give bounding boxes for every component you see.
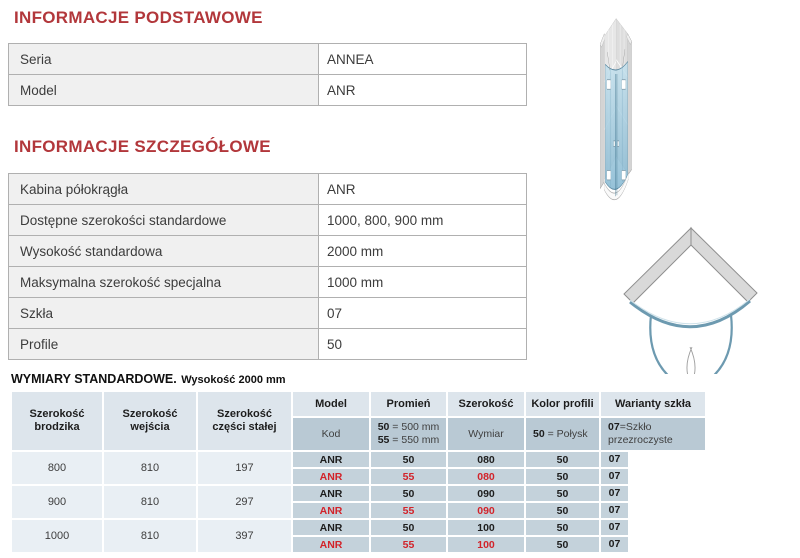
dim-promien-cell: 55 — [371, 469, 446, 484]
walls-plan — [624, 228, 757, 303]
shower-plan-drawing — [608, 222, 776, 374]
legend-code: 50 — [533, 427, 545, 440]
dim-left-value: 800 — [12, 452, 102, 484]
legend-line: 50 = 500 mm — [377, 421, 440, 433]
info-label: Model — [9, 75, 319, 106]
detailed-info-title: INFORMACJE SZCZEGÓŁOWE — [14, 137, 271, 156]
basic-info-title: INFORMACJE PODSTAWOWE — [14, 8, 263, 27]
legend-kolor: 50 = Połysk — [526, 418, 599, 450]
info-label: Seria — [9, 44, 319, 75]
dim-promien-cell: 50 — [371, 520, 446, 535]
info-value: ANNEA — [319, 44, 527, 75]
dim-szerokosc-cell: 100 — [448, 520, 524, 535]
dim-warianty-chip: 07 — [601, 520, 628, 535]
dim-data-row — [12, 486, 705, 501]
dim-warianty-cell — [601, 520, 705, 535]
dim-warianty-cell — [601, 469, 705, 484]
dim-warianty-cell — [601, 452, 705, 467]
dim-warianty-cell — [601, 486, 705, 501]
dim-model-cell: ANR — [293, 503, 369, 518]
dim-warianty-cell — [601, 537, 705, 552]
dim-szerokosc-cell: 090 — [448, 503, 524, 518]
detailed-info-table — [8, 173, 527, 360]
legend-code: 50 — [377, 421, 390, 433]
info-value: 1000, 800, 900 mm — [319, 205, 527, 236]
dim-left-header: Szerokość wejścia — [104, 392, 196, 450]
dim-left-value: 810 — [104, 486, 196, 518]
table-row — [9, 267, 527, 298]
legend-model: Kod — [293, 418, 369, 450]
dim-left-value: 1000 — [12, 520, 102, 552]
dim-warianty-chip: 07 — [601, 503, 628, 518]
dimensions-title-main: WYMIARY STANDARDOWE. — [11, 372, 177, 386]
info-value: 50 — [319, 329, 527, 360]
dim-model-cell: ANR — [293, 537, 369, 552]
shower-3d-drawing — [595, 10, 775, 222]
dim-promien-cell: 50 — [371, 452, 446, 467]
dim-promien-cell: 55 — [371, 503, 446, 518]
info-label: Profile — [9, 329, 319, 360]
table-row — [9, 75, 527, 106]
dim-kolor-cell: 50 — [526, 503, 599, 518]
dim-promien-cell: 55 — [371, 537, 446, 552]
dim-szerokosc-cell: 080 — [448, 469, 524, 484]
info-label: Maksymalna szerokość specjalna — [9, 267, 319, 298]
legend-code: 55 — [377, 434, 390, 446]
info-label: Kabina półokrągła — [9, 174, 319, 205]
dim-warianty-chip: 07 — [601, 452, 628, 467]
dimensions-title — [11, 370, 286, 388]
dim-szerokosc-cell: 080 — [448, 452, 524, 467]
legend-code: 07 — [608, 421, 620, 433]
dim-header-row — [12, 392, 705, 416]
dim-left-value: 810 — [104, 520, 196, 552]
table-row — [9, 205, 527, 236]
dimensions-table — [10, 390, 707, 554]
dim-kolor-cell: 50 — [526, 469, 599, 484]
dim-warianty-chip: 07 — [601, 469, 628, 484]
dim-data-row — [12, 520, 705, 535]
legend-szerokosc: Wymiar — [448, 418, 524, 450]
table-row — [9, 236, 527, 267]
dim-szerokosc-cell: 100 — [448, 537, 524, 552]
info-value: ANR — [319, 75, 527, 106]
info-label: Szkła — [9, 298, 319, 329]
dim-model-cell: ANR — [293, 486, 369, 501]
table-row — [9, 298, 527, 329]
table-row — [9, 44, 527, 75]
dim-right-header: Promień — [371, 392, 446, 416]
dim-left-value: 810 — [104, 452, 196, 484]
dim-kolor-cell: 50 — [526, 537, 599, 552]
info-label: Dostępne szerokości standardowe — [9, 205, 319, 236]
info-value: 2000 mm — [319, 236, 527, 267]
dim-left-value: 197 — [198, 452, 291, 484]
info-value: 07 — [319, 298, 527, 329]
dim-right-header: Warianty szkła — [601, 392, 705, 416]
dim-left-header: Szerokość części stałej — [198, 392, 291, 450]
basic-info-table — [8, 43, 527, 106]
dim-kolor-cell: 50 — [526, 520, 599, 535]
dim-model-cell: ANR — [293, 520, 369, 535]
info-label: Wysokość standardowa — [9, 236, 319, 267]
dim-model-cell: ANR — [293, 452, 369, 467]
legend-promien-lines — [378, 421, 440, 447]
info-value: 1000 mm — [319, 267, 527, 298]
dim-promien-cell: 50 — [371, 486, 446, 501]
dim-szerokosc-cell: 090 — [448, 486, 524, 501]
dim-warianty-chip: 07 — [601, 537, 628, 552]
dim-left-value: 397 — [198, 520, 291, 552]
dimensions-title-sub: Wysokość 2000 mm — [181, 374, 286, 386]
legend-line: 55 = 550 mm — [377, 434, 440, 446]
dim-left-value: 297 — [198, 486, 291, 518]
dim-data-row — [12, 452, 705, 467]
dim-kolor-cell: 50 — [526, 452, 599, 467]
dim-right-header: Model — [293, 392, 369, 416]
table-row — [9, 174, 527, 205]
dim-left-value: 900 — [12, 486, 102, 518]
dim-kolor-cell: 50 — [526, 486, 599, 501]
dim-right-header: Kolor profili — [526, 392, 599, 416]
info-value: ANR — [319, 174, 527, 205]
dim-warianty-chip: 07 — [601, 486, 628, 501]
dim-left-header: Szerokość brodzika — [12, 392, 102, 450]
legend-promien — [371, 418, 446, 450]
legend-warianty: 07=Szkło przezroczyste — [601, 418, 705, 450]
dim-model-cell: ANR — [293, 469, 369, 484]
dim-right-header: Szerokość — [448, 392, 524, 416]
table-row — [9, 329, 527, 360]
dim-warianty-cell — [601, 503, 705, 518]
